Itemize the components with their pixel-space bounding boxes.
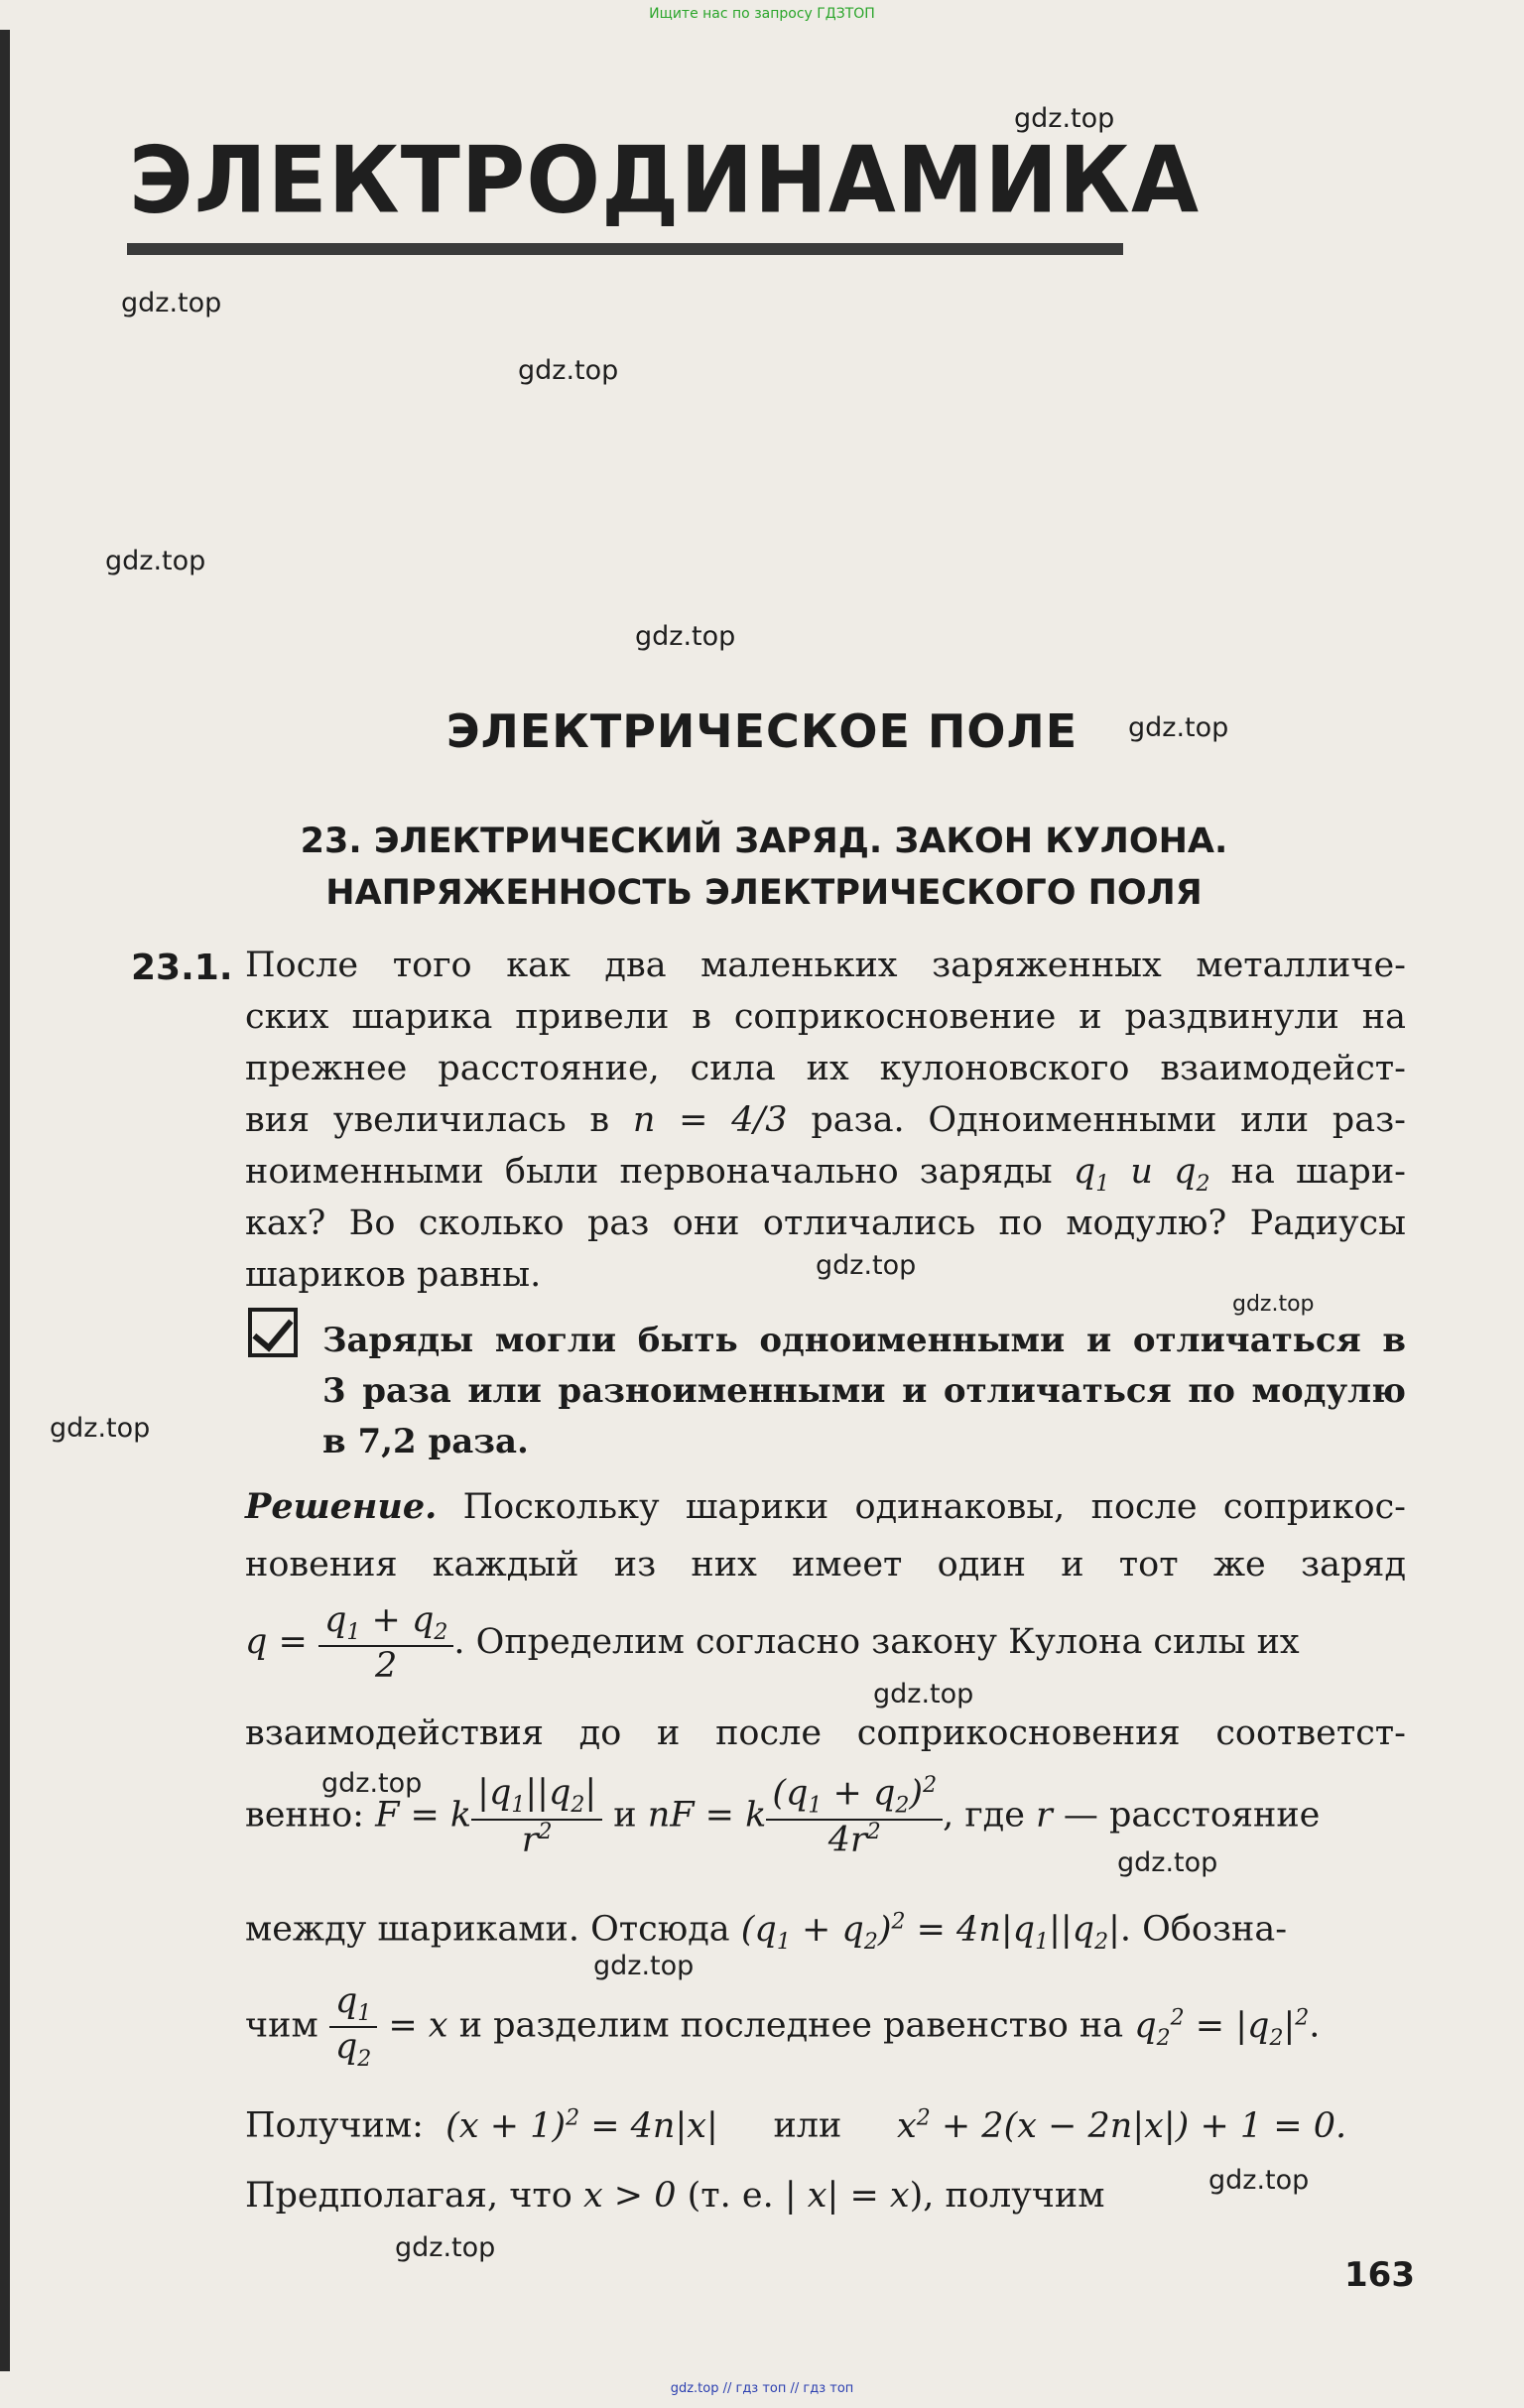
watermark: gdz.top <box>518 355 619 386</box>
problem-text-line: После того как два маленьких заряженных металличе- <box>245 946 1406 985</box>
formula-x: = x <box>377 2005 448 2046</box>
subsection-line: 23. ЭЛЕКТРИЧЕСКИЙ ЗАРЯД. ЗАКОН КУЛОНА. <box>300 822 1228 861</box>
text-span: раза. Одноименными или раз- <box>787 1100 1406 1140</box>
watermark: gdz.top <box>816 1250 917 1281</box>
title-rule <box>127 243 1123 255</box>
text-span: венно: <box>245 1795 376 1836</box>
solution-line <box>245 1897 1406 1967</box>
page-number: 163 <box>1344 2255 1415 2295</box>
text-span: вия увеличилась в <box>245 1100 633 1140</box>
formula-f: F = k <box>375 1795 472 1836</box>
text-span: , где <box>943 1795 1037 1836</box>
watermark: gdz.top <box>1014 103 1115 134</box>
subsection-title <box>238 816 1290 919</box>
solution-line <box>245 1774 1406 1863</box>
text-span: или <box>773 2105 842 2146</box>
watermark: gdz.top <box>105 546 206 576</box>
formula-eq2: $x^2 + 2(x - 2n|x|) + 1 = 0$. <box>896 2105 1347 2146</box>
answer-line: 3 раза или разноименными и отличаться по модулю <box>322 1371 1406 1411</box>
formula-cond: x > 0 <box>582 2176 677 2216</box>
problem-text-line: прежнее расстояние, сила их кулоновского взаимодейст- <box>245 1049 1406 1088</box>
text-span: ноименными были первоначально заряды <box>245 1152 1074 1192</box>
text-span: и разделим последнее равенство на <box>447 2005 1135 2046</box>
footer-links[interactable]: gdz.top // гдз топ // гдз топ <box>670 2381 854 2396</box>
problem-text-line: ских шарика привели в соприкосновение и раздвинули на <box>245 997 1406 1037</box>
watermark: gdz.top <box>1128 712 1229 743</box>
text-span: — расстояние <box>1052 1795 1321 1836</box>
text-span: чим <box>245 2005 329 2046</box>
watermark: gdz.top <box>321 1768 423 1799</box>
formula-abs: | x| = x <box>784 2176 910 2216</box>
solution-line <box>245 2171 1406 2220</box>
answer-line: Заряды могли быть одноименными и отличаться в <box>322 1321 1406 1360</box>
solution-line <box>245 1482 1406 1532</box>
solution-line: новения каждый из них имеет один и тот же заряд <box>245 1545 1406 1584</box>
formula-nf: nF = k <box>647 1795 767 1836</box>
solution-line <box>245 2093 1406 2151</box>
text-span: Поскольку шарики одинаковы, после соприкос- <box>437 1487 1406 1527</box>
fraction-nf: $\frac{(q_1 + q_2)^2}{4r^2}$ <box>766 1774 943 1859</box>
subsection-line: НАПРЯЖЕННОСТЬ ЭЛЕКТРИЧЕСКОГО ПОЛЯ <box>325 873 1203 913</box>
watermark: gdz.top <box>635 621 736 652</box>
formula-q2: $q_2^2 = |q_2|^2$ <box>1134 2005 1310 2051</box>
watermark: gdz.top <box>50 1413 151 1444</box>
formula-r: r <box>1036 1795 1053 1836</box>
solution-line <box>245 1600 1406 1687</box>
formula-equation: $(q_1 + q_2)^2 = 4n|q_1||q_2|$ <box>740 1909 1120 1955</box>
text-span: . <box>1309 2005 1321 2046</box>
problem-number: 23.1. <box>131 948 233 988</box>
watermark: gdz.top <box>395 2232 496 2263</box>
solution-line <box>245 1982 1406 2072</box>
answer-check-icon <box>248 1308 298 1357</box>
text-span: Предполагая, что <box>245 2176 583 2216</box>
text-span: и <box>602 1795 648 1836</box>
text-span: между шариками. Отсюда <box>245 1909 741 1950</box>
formula-n: n = 4/3 <box>632 1100 788 1140</box>
top-banner[interactable]: Ищите нас по запросу ГДЗТОП <box>649 6 875 22</box>
watermark: gdz.top <box>1117 1847 1218 1878</box>
text-span: на шари- <box>1209 1152 1406 1192</box>
watermark: gdz.top <box>593 1951 695 1981</box>
text-span: . Обозна- <box>1119 1909 1288 1950</box>
fraction-x: $\frac{q_1}{q_2}$ <box>329 1982 377 2072</box>
formula-charges: $q_1$ и $q_2$ <box>1073 1152 1210 1197</box>
watermark: gdz.top <box>1208 2165 1310 2196</box>
fraction-q: $\frac{q_1 + q_2}{2}$ <box>318 1601 453 1686</box>
answer-line: в 7,2 раза. <box>322 1422 529 1461</box>
watermark: gdz.top <box>873 1679 974 1710</box>
problem-text-line: ках? Во сколько раз они отличались по модулю? Радиусы <box>245 1204 1406 1243</box>
watermark: gdz.top <box>1232 1292 1315 1317</box>
section-title: ЭЛЕКТРИЧЕСКОЕ ПОЛЕ <box>445 704 1079 758</box>
problem-text-line <box>245 1095 1406 1145</box>
fraction-f: $\frac{|q_1||q_2|}{r^2}$ <box>471 1774 602 1858</box>
watermark: gdz.top <box>121 288 222 318</box>
text-span: . Определим согласно закону Кулона силы их <box>453 1621 1300 1662</box>
text-span: ), получим <box>909 2176 1105 2216</box>
formula-eq1: $(x + 1)^2 = 4n|x|$ <box>445 2105 718 2146</box>
text-span: (т. е. <box>676 2176 785 2216</box>
formula-q: q = <box>245 1621 318 1662</box>
problem-text-line: шариков равны. <box>245 1255 542 1295</box>
text-span: Получим: <box>245 2105 436 2146</box>
chapter-title: ЭЛЕКТРОДИНАМИКА <box>129 126 1201 234</box>
solution-label: Решение. <box>245 1486 438 1527</box>
page-edge <box>0 30 10 2371</box>
solution-line: взаимодействия до и после соприкосновения соответст- <box>245 1713 1406 1753</box>
